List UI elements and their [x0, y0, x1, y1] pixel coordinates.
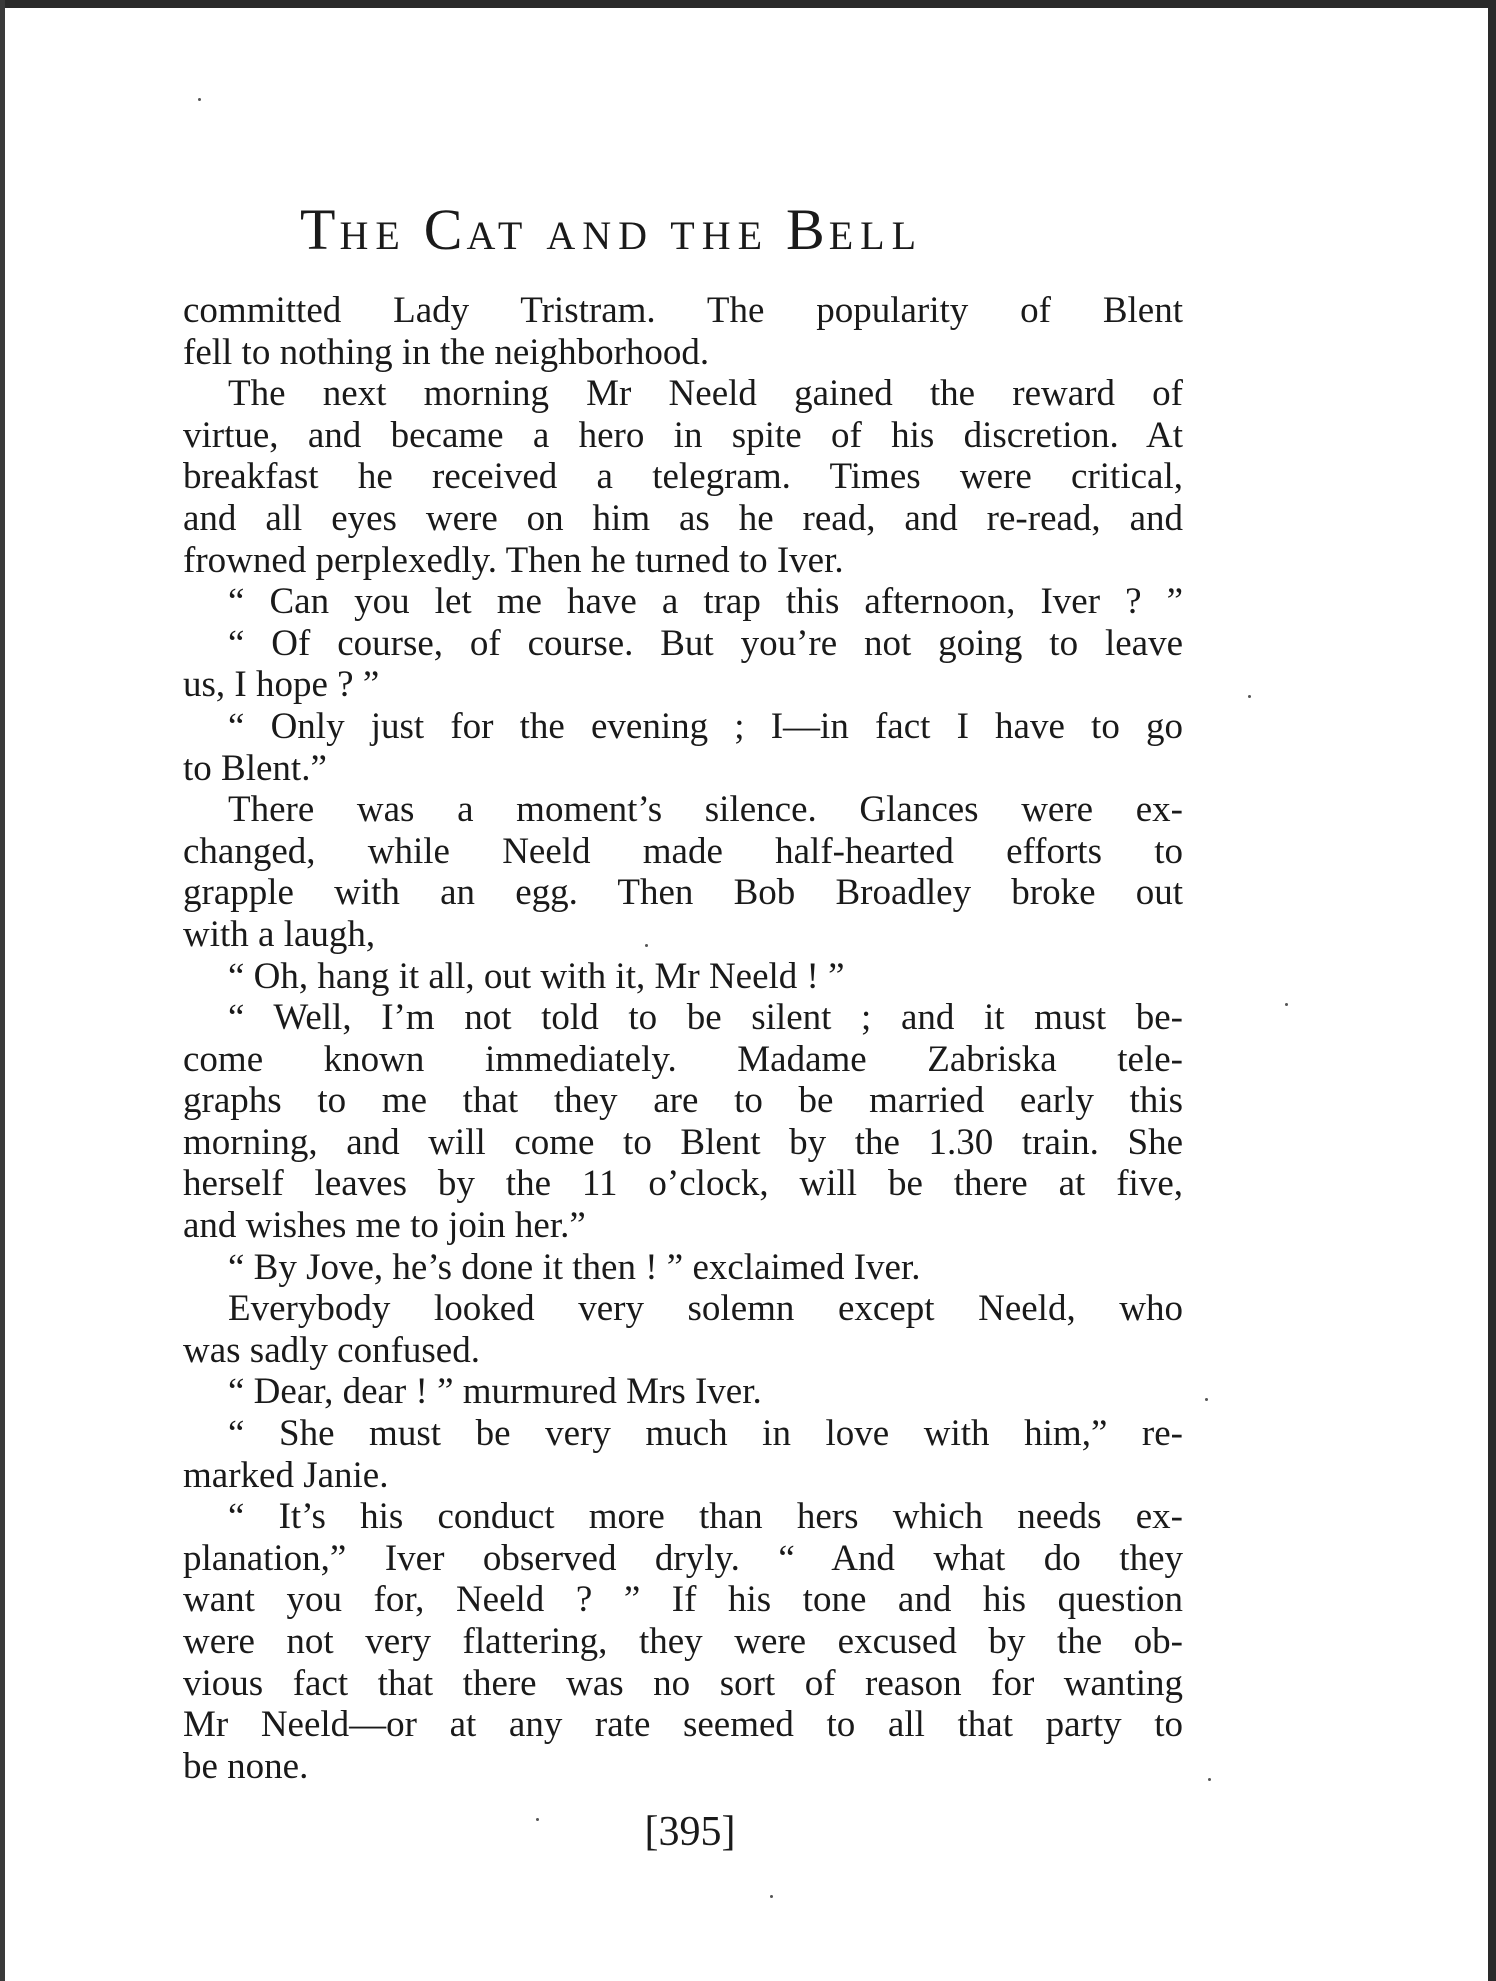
text-line: come known immediately. Madame Zabriska tele- — [183, 1038, 1183, 1080]
running-head-bell-cap: B — [786, 197, 829, 262]
running-head-cat-rest: AT — [466, 213, 530, 258]
text-line: “ Well, I’m not told to be silent ; and it must be- — [228, 997, 1183, 1039]
text-line: “ By Jove, he’s done it then ! ” exclaimed Iver. — [228, 1246, 921, 1288]
text-line: Everybody looked very solemn except Neeld, who — [228, 1288, 1183, 1330]
text-line: were not very flattering, they were excused by the ob- — [183, 1621, 1183, 1662]
page-number: [395] — [644, 1809, 736, 1855]
scan-speck — [645, 944, 648, 947]
scan-speck — [770, 1895, 773, 1898]
text-line: marked Janie. — [183, 1454, 389, 1496]
text-line: and wishes me to join her.” — [183, 1205, 586, 1247]
text-line: “ Oh, hang it all, out with it, Mr Neeld ! ” — [228, 955, 845, 997]
text-line: be none. — [183, 1745, 309, 1787]
text-line: committed Lady Tristram. The popularity of Blent — [183, 290, 1183, 331]
text-line: There was a moment’s silence. Glances were ex- — [228, 789, 1183, 831]
running-head — [300, 196, 1080, 263]
scan-speck — [536, 1818, 539, 1821]
scan-speck — [1248, 695, 1251, 698]
text-line: graphs to me that they are to be married early this — [183, 1080, 1183, 1122]
text-line: grapple with an egg. Then Bob Broadley broke out — [183, 872, 1183, 914]
text-line: frowned perplexedly. Then he turned to Iver. — [183, 539, 844, 581]
text-line: fell to nothing in the neighborhood. — [183, 331, 710, 373]
running-head-the-cap: T — [300, 197, 340, 262]
text-line: breakfast he received a telegram. Times were critical, — [183, 456, 1183, 498]
text-line: virtue, and became a hero in spite of his discretion. At — [183, 414, 1183, 456]
text-line: “ Of course, of course. But you’re not going to leave — [228, 622, 1183, 664]
running-head-middle: AND THE — [546, 213, 770, 258]
text-line: herself leaves by the 11 o’clock, will be there at five, — [183, 1163, 1183, 1205]
text-line: “ Can you let me have a trap this afternoon, Iver ? ” — [228, 581, 1183, 623]
text-line: planation,” Iver observed dryly. “ And what do they — [183, 1537, 1183, 1579]
text-line: “ Dear, dear ! ” murmured Mrs Iver. — [228, 1371, 762, 1413]
scan-speck — [1285, 1003, 1288, 1006]
text-line: Mr Neeld—or at any rate seemed to all that party to — [183, 1704, 1183, 1746]
text-line: morning, and will come to Blent by the 1.30 train. She — [183, 1121, 1183, 1163]
scan-speck — [198, 98, 201, 101]
body-text — [183, 290, 1183, 1787]
text-line: us, I hope ? ” — [183, 664, 380, 706]
running-head-cat-cap: C — [423, 197, 467, 262]
text-line: The next morning Mr Neeld gained the reward of — [228, 373, 1183, 415]
scan-edge-top — [0, 0, 1496, 8]
text-line: to Blent.” — [183, 747, 327, 789]
text-line: and all eyes were on him as he read, and re-read, and — [183, 497, 1183, 539]
scan-speck — [1208, 1778, 1211, 1781]
text-line: want you for, Neeld ? ” If his tone and his question — [183, 1579, 1183, 1621]
text-line: changed, while Neeld made half-hearted efforts to — [183, 830, 1183, 872]
scan-edge-right — [1488, 0, 1496, 1981]
text-line: vious fact that there was no sort of reason for wanting — [183, 1662, 1183, 1704]
scan-speck — [1205, 1398, 1208, 1401]
running-head-the-rest: HE — [339, 213, 407, 258]
running-head-bell-rest: ELL — [828, 213, 924, 258]
text-line: was sadly confused. — [183, 1329, 480, 1371]
text-line: “ Only just for the evening ; I—in fact I have to go — [228, 705, 1183, 747]
text-line: “ She must be very much in love with him,” re- — [228, 1413, 1183, 1455]
text-line: “ It’s his conduct more than hers which needs ex- — [228, 1496, 1183, 1538]
scan-edge-left — [0, 0, 5, 1981]
text-line: with a laugh, — [183, 913, 376, 955]
